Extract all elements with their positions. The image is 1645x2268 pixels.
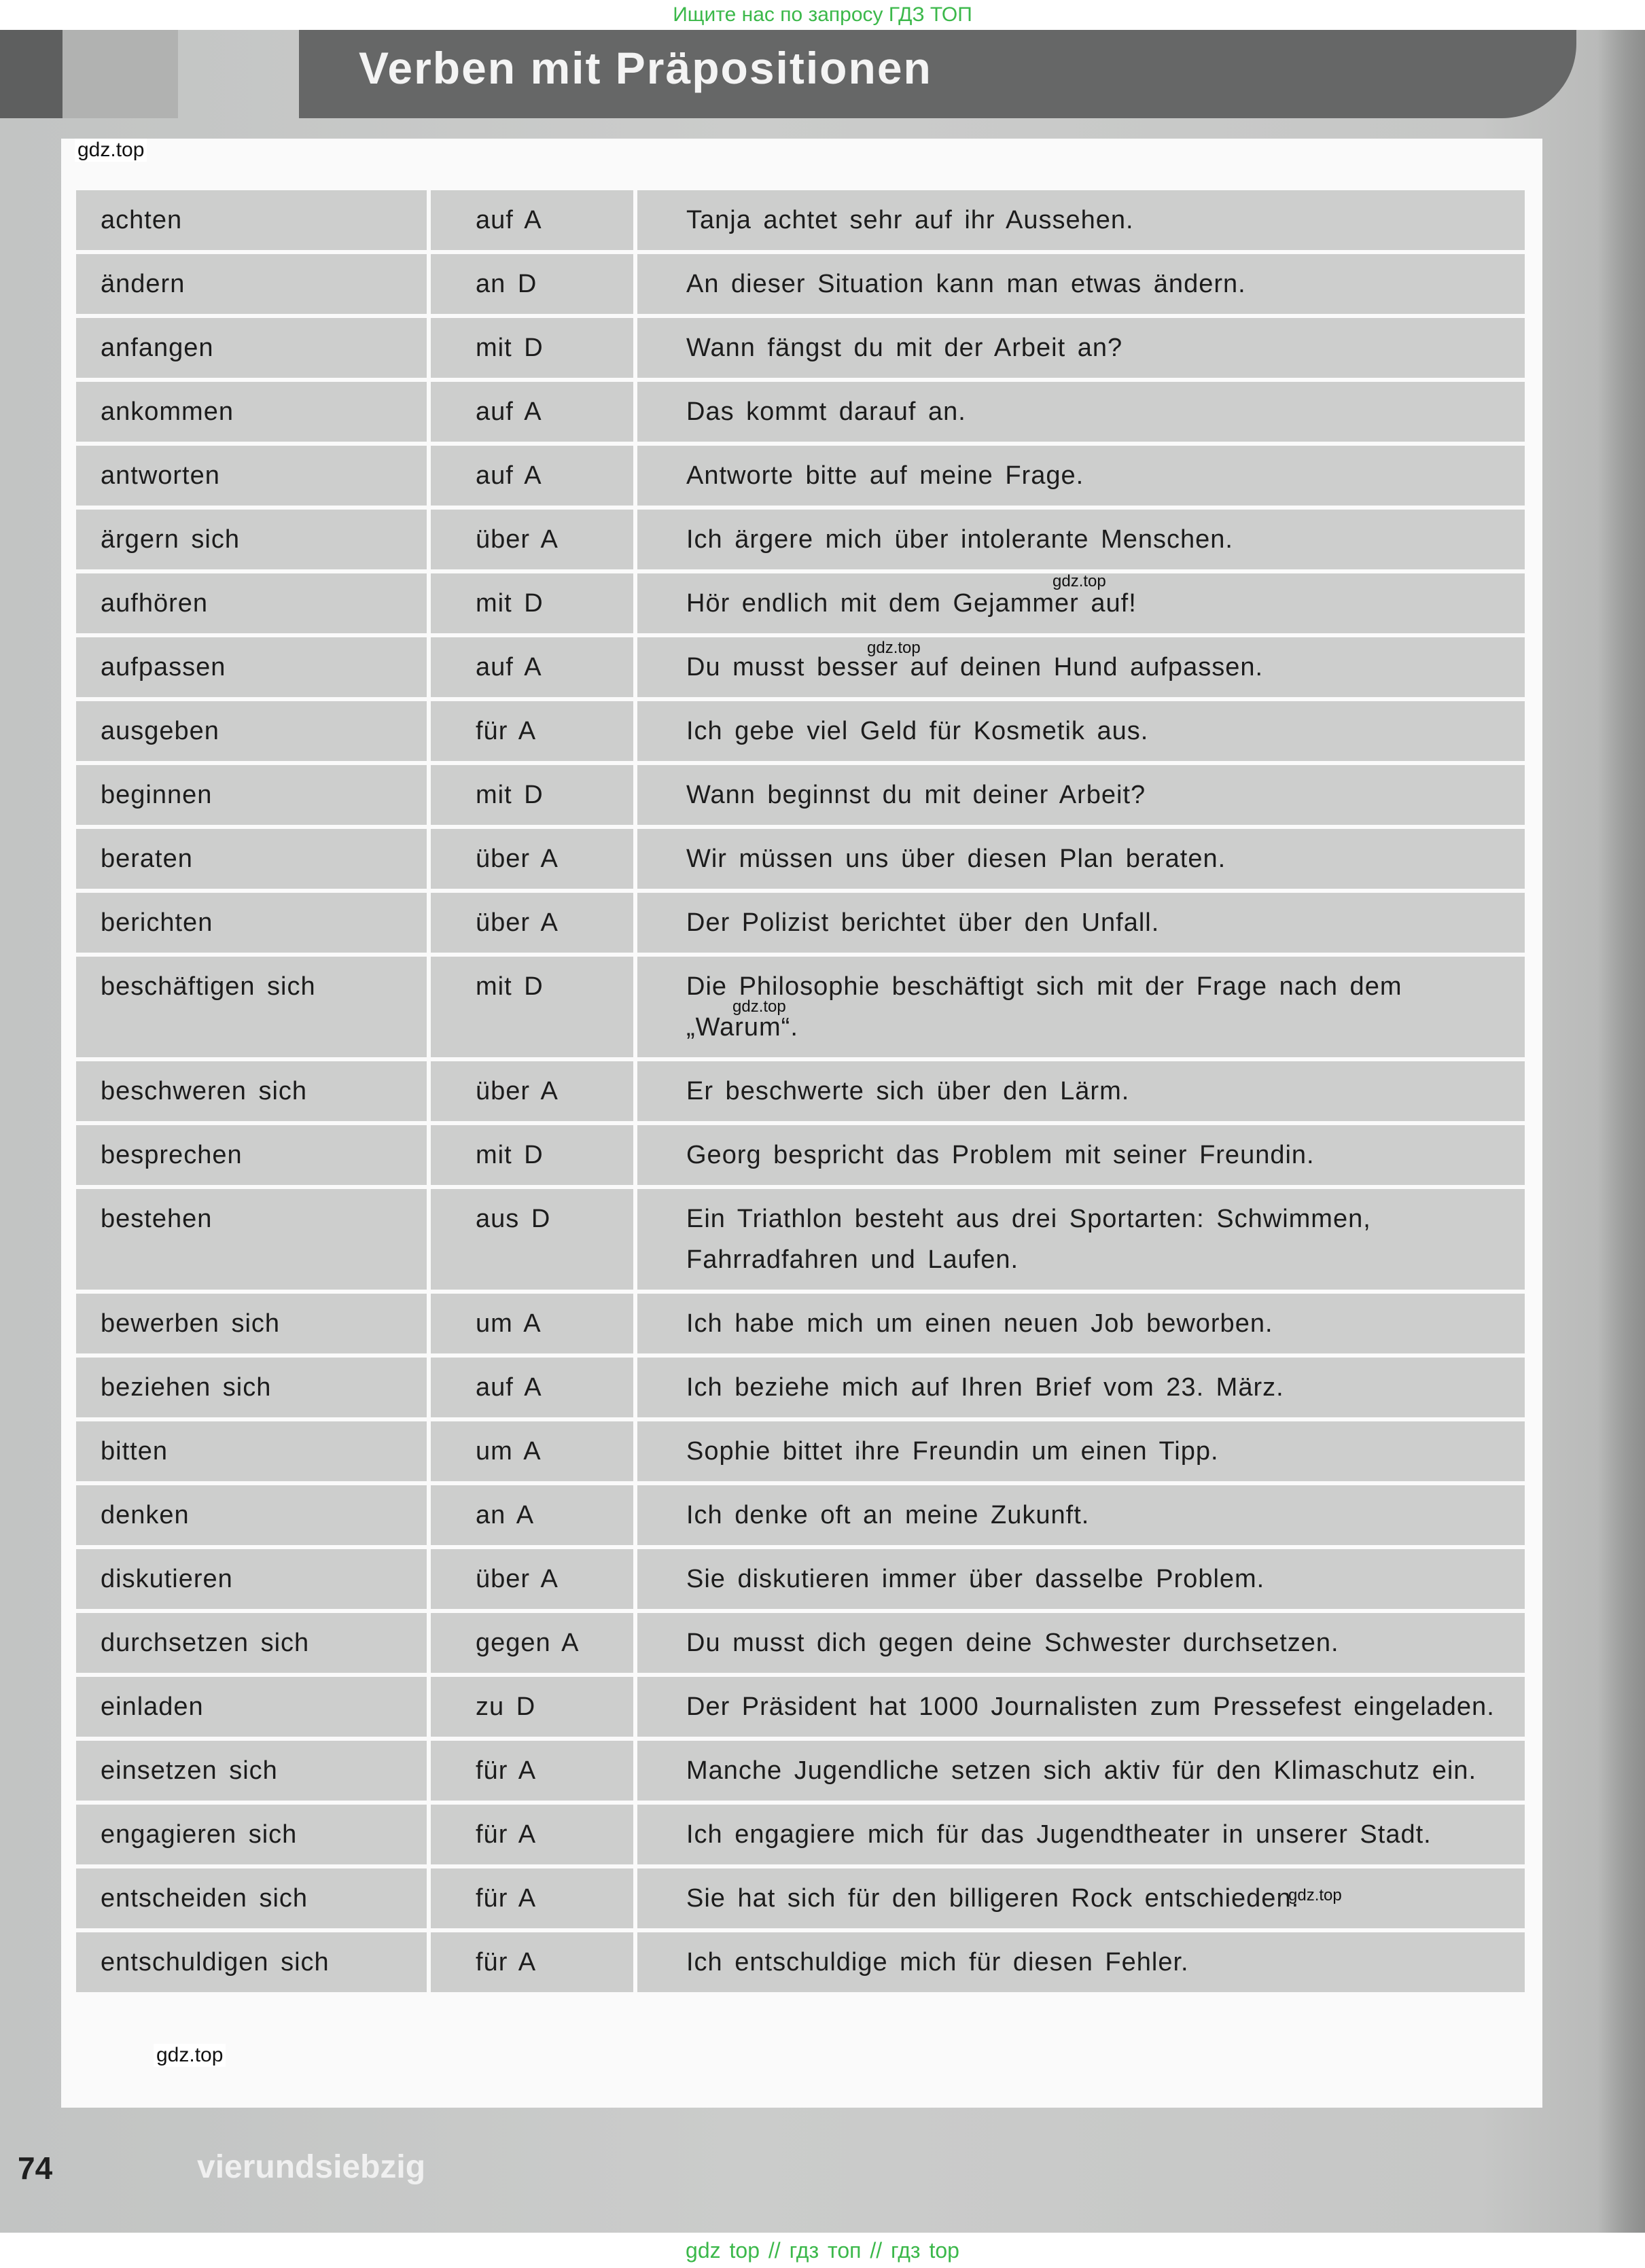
preposition-cell: an D (431, 254, 633, 314)
example-cell: Wann beginnst du mit deiner Arbeit? (637, 765, 1525, 825)
preposition-cell: über A (431, 1549, 633, 1609)
verb-cell: bewerben sich (76, 1294, 427, 1353)
example-cell: Das kommt darauf an. (637, 382, 1525, 442)
verb-cell: beschäftigen sich (76, 957, 427, 1057)
verb-cell: aufpassen (76, 637, 427, 697)
example-cell: Die Philosophie beschäftigt sich mit der Frage nach dem „Warum“. (637, 957, 1525, 1057)
table-row (76, 1061, 1525, 1121)
example-cell: Sie hat sich für den billigeren Rock entschieden. (637, 1868, 1525, 1928)
verb-cell: entschuldigen sich (76, 1932, 427, 1992)
verb-cell: beginnen (76, 765, 427, 825)
table-row (76, 701, 1525, 761)
preposition-cell: auf A (431, 637, 633, 697)
verb-cell: beziehen sich (76, 1358, 427, 1417)
example-cell: An dieser Situation kann man etwas ändern. (637, 254, 1525, 314)
example-cell: Ich gebe viel Geld für Kosmetik aus. (637, 701, 1525, 761)
example-cell: Tanja achtet sehr auf ihr Aussehen. (637, 190, 1525, 250)
preposition-cell: über A (431, 1061, 633, 1121)
verb-cell: engagieren sich (76, 1805, 427, 1864)
preposition-cell: gegen A (431, 1613, 633, 1673)
example-cell: Ich denke oft an meine Zukunft. (637, 1485, 1525, 1545)
verb-cell: denken (76, 1485, 427, 1545)
example-cell: Er beschwerte sich über den Lärm. (637, 1061, 1525, 1121)
example-cell: Wir müssen uns über diesen Plan beraten. (637, 829, 1525, 889)
preposition-cell: über A (431, 893, 633, 953)
table-row (76, 1294, 1525, 1353)
verb-cell: achten (76, 190, 427, 250)
table-row (76, 1805, 1525, 1864)
preposition-cell: auf A (431, 1358, 633, 1417)
table-row (76, 446, 1525, 506)
preposition-cell: für A (431, 701, 633, 761)
watermark-site-label: gdz.top (154, 2044, 226, 2067)
preposition-cell: für A (431, 1805, 633, 1864)
example-cell: Georg bespricht das Problem mit seiner Freundin. (637, 1125, 1525, 1185)
example-cell: Ich entschuldige mich für diesen Fehler. (637, 1932, 1525, 1992)
preposition-cell: für A (431, 1741, 633, 1801)
table-row (76, 318, 1525, 378)
verb-cell: entscheiden sich (76, 1868, 427, 1928)
example-cell: Der Polizist berichtet über den Unfall. (637, 893, 1525, 953)
preposition-cell: für A (431, 1868, 633, 1928)
example-cell: Hör endlich mit dem Gejammer auf! (637, 573, 1525, 633)
table-row (76, 1125, 1525, 1185)
watermark-site-label: gdz.top (75, 139, 147, 162)
preposition-cell: zu D (431, 1677, 633, 1737)
preposition-cell: um A (431, 1294, 633, 1353)
preposition-cell: mit D (431, 318, 633, 378)
table-row (76, 765, 1525, 825)
verb-cell: bitten (76, 1421, 427, 1481)
verb-cell: aufhören (76, 573, 427, 633)
table-row (76, 1741, 1525, 1801)
preposition-cell: um A (431, 1421, 633, 1481)
example-cell: Du musst besser auf deinen Hund aufpassen. (637, 637, 1525, 697)
example-cell: Der Präsident hat 1000 Journalisten zum Pressefest eingeladen. (637, 1677, 1525, 1737)
example-cell: Du musst dich gegen deine Schwester durchsetzen. (637, 1613, 1525, 1673)
verb-cell: bestehen (76, 1189, 427, 1290)
table-row (76, 829, 1525, 889)
example-cell: Sie diskutieren immer über dasselbe Problem. (637, 1549, 1525, 1609)
example-cell: Ich beziehe mich auf Ihren Brief vom 23. März. (637, 1358, 1525, 1417)
table-row (76, 573, 1525, 633)
preposition-cell: mit D (431, 1125, 633, 1185)
example-cell: Manche Jugendliche setzen sich aktiv für den Klimaschutz ein. (637, 1741, 1525, 1801)
table-row (76, 893, 1525, 953)
preposition-cell: an A (431, 1485, 633, 1545)
watermark-site-label: gdz.top (732, 997, 786, 1016)
watermark-site-label: gdz.top (1288, 1886, 1342, 1904)
table-row (76, 637, 1525, 697)
page-edge-shadow (1597, 30, 1645, 2233)
page-title: Verben mit Präpositionen (359, 43, 932, 93)
verb-cell: einsetzen sich (76, 1741, 427, 1801)
verb-cell: ändern (76, 254, 427, 314)
preposition-cell: mit D (431, 765, 633, 825)
table-row (76, 957, 1525, 1057)
table-row (76, 1677, 1525, 1737)
table-row (76, 190, 1525, 250)
example-cell: Sophie bittet ihre Freundin um einen Tipp. (637, 1421, 1525, 1481)
verb-cell: beschweren sich (76, 1061, 427, 1121)
verb-cell: durchsetzen sich (76, 1613, 427, 1673)
verb-preposition-table (76, 190, 1525, 1996)
bottom-watermark: gdz top // гдз топ // гдз top (0, 2233, 1645, 2268)
preposition-cell: für A (431, 1932, 633, 1992)
preposition-cell: über A (431, 510, 633, 569)
header-tab-left (0, 30, 63, 118)
preposition-cell: aus D (431, 1189, 633, 1290)
example-cell: Antworte bitte auf meine Frage. (637, 446, 1525, 506)
table-row (76, 1189, 1525, 1290)
table-row (76, 1485, 1525, 1545)
verb-cell: besprechen (76, 1125, 427, 1185)
page-number: 74 (18, 2150, 53, 2186)
verb-cell: diskutieren (76, 1549, 427, 1609)
page-number-word: vierundsiebzig (197, 2149, 426, 2185)
table-row (76, 1421, 1525, 1481)
example-cell: Ein Triathlon besteht aus drei Sportarten: Schwimmen, Fahrradfahren und Laufen. (637, 1189, 1525, 1290)
verb-cell: anfangen (76, 318, 427, 378)
watermark-site-label: gdz.top (1053, 572, 1106, 590)
watermark-site-label: gdz.top (867, 639, 921, 657)
verb-cell: ärgern sich (76, 510, 427, 569)
header-tab-mid (63, 30, 178, 118)
table-row (76, 1932, 1525, 1992)
verb-cell: beraten (76, 829, 427, 889)
example-cell: Wann fängst du mit der Arbeit an? (637, 318, 1525, 378)
table-row (76, 254, 1525, 314)
preposition-cell: auf A (431, 190, 633, 250)
table-row (76, 1549, 1525, 1609)
table-row (76, 1358, 1525, 1417)
table-row (76, 510, 1525, 569)
preposition-cell: über A (431, 829, 633, 889)
preposition-cell: auf A (431, 382, 633, 442)
verb-cell: berichten (76, 893, 427, 953)
example-cell: Ich engagiere mich für das Jugendtheater in unserer Stadt. (637, 1805, 1525, 1864)
verb-cell: antworten (76, 446, 427, 506)
verb-cell: ausgeben (76, 701, 427, 761)
verb-cell: einladen (76, 1677, 427, 1737)
table-row (76, 382, 1525, 442)
preposition-cell: mit D (431, 957, 633, 1057)
table-row (76, 1613, 1525, 1673)
example-cell: Ich ärgere mich über intolerante Menschen. (637, 510, 1525, 569)
example-cell: Ich habe mich um einen neuen Job beworben. (637, 1294, 1525, 1353)
preposition-cell: mit D (431, 573, 633, 633)
preposition-cell: auf A (431, 446, 633, 506)
top-watermark: Ищите нас по запросу ГДЗ ТОП (0, 0, 1645, 30)
verb-cell: ankommen (76, 382, 427, 442)
